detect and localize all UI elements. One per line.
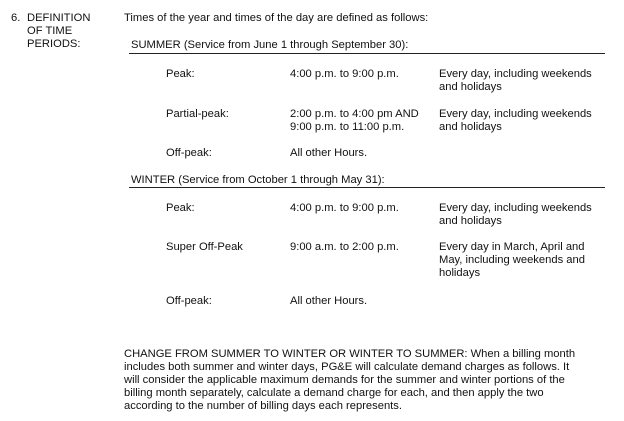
time-line: 4:00 p.m. to 9:00 p.m. [290,202,399,214]
note-line: will consider the applicable maximum demands for the summer and winter portions of the [124,374,565,386]
note-line: billing month separately, calculate a demand charge for each, and then apply the two [124,387,544,399]
note-line: includes both summer and winter days, PG&E will calculate demand charges as follows. It [124,361,570,373]
days-line: and holidays [439,81,502,93]
note-line: CHANGE FROM SUMMER TO WINTER OR WINTER TO SUMMER: When a billing month [124,348,576,360]
winter-heading-rule [129,187,605,188]
days-line: May, including weekends and [439,254,585,266]
days-line: Every day in March, April and [439,241,585,253]
winter-super-off-peak-period: Super Off-Peak [166,241,243,253]
section-number: 6. [11,12,21,24]
section-intro: Times of the year and times of the day are defined as follows: [124,12,429,24]
winter-super-off-peak-days [439,241,614,280]
time-line: 9:00 p.m. to 11:00 p.m. [290,121,405,133]
note-line: according to the number of billing days each represents. [124,400,402,412]
summer-peak-days [439,68,614,94]
summer-heading-rule [129,53,605,54]
time-line: 9:00 a.m. to 2:00 p.m. [290,241,399,253]
winter-peak-period: Peak: [166,202,195,214]
time-line: All other Hours. [290,295,368,307]
days-line: Every day, including weekends [439,108,592,120]
season-change-note [124,348,614,413]
days-line: and holidays [439,121,502,133]
summer-partial-peak-period: Partial-peak: [166,108,229,120]
winter-peak-days [439,202,614,228]
summer-peak-period: Peak: [166,68,195,80]
winter-off-peak-time [290,295,367,308]
time-line: 2:00 p.m. to 4:00 pm AND [290,108,419,120]
days-line: Every day, including weekends [439,68,592,80]
summer-partial-peak-time [290,108,419,134]
winter-heading: WINTER (Service from October 1 through May 31): [131,174,385,186]
winter-peak-time [290,202,399,215]
section-title-line: OF TIME [27,25,73,37]
summer-heading: SUMMER (Service from June 1 through September 30): [131,39,409,51]
time-line: 4:00 p.m. to 9:00 p.m. [290,68,399,80]
winter-super-off-peak-time [290,241,399,254]
summer-peak-time [290,68,399,81]
section-title [27,12,107,51]
winter-off-peak-period: Off-peak: [166,295,212,307]
days-line: Every day, including weekends [439,202,592,214]
summer-off-peak-period: Off-peak: [166,147,212,159]
summer-partial-peak-days [439,108,614,134]
time-line: All other Hours. [290,147,368,159]
days-line: and holidays [439,215,502,227]
section-title-line: PERIODS: [27,38,81,50]
days-line: holidays [439,267,481,279]
summer-off-peak-time [290,147,367,160]
section-title-line: DEFINITION [27,12,91,24]
